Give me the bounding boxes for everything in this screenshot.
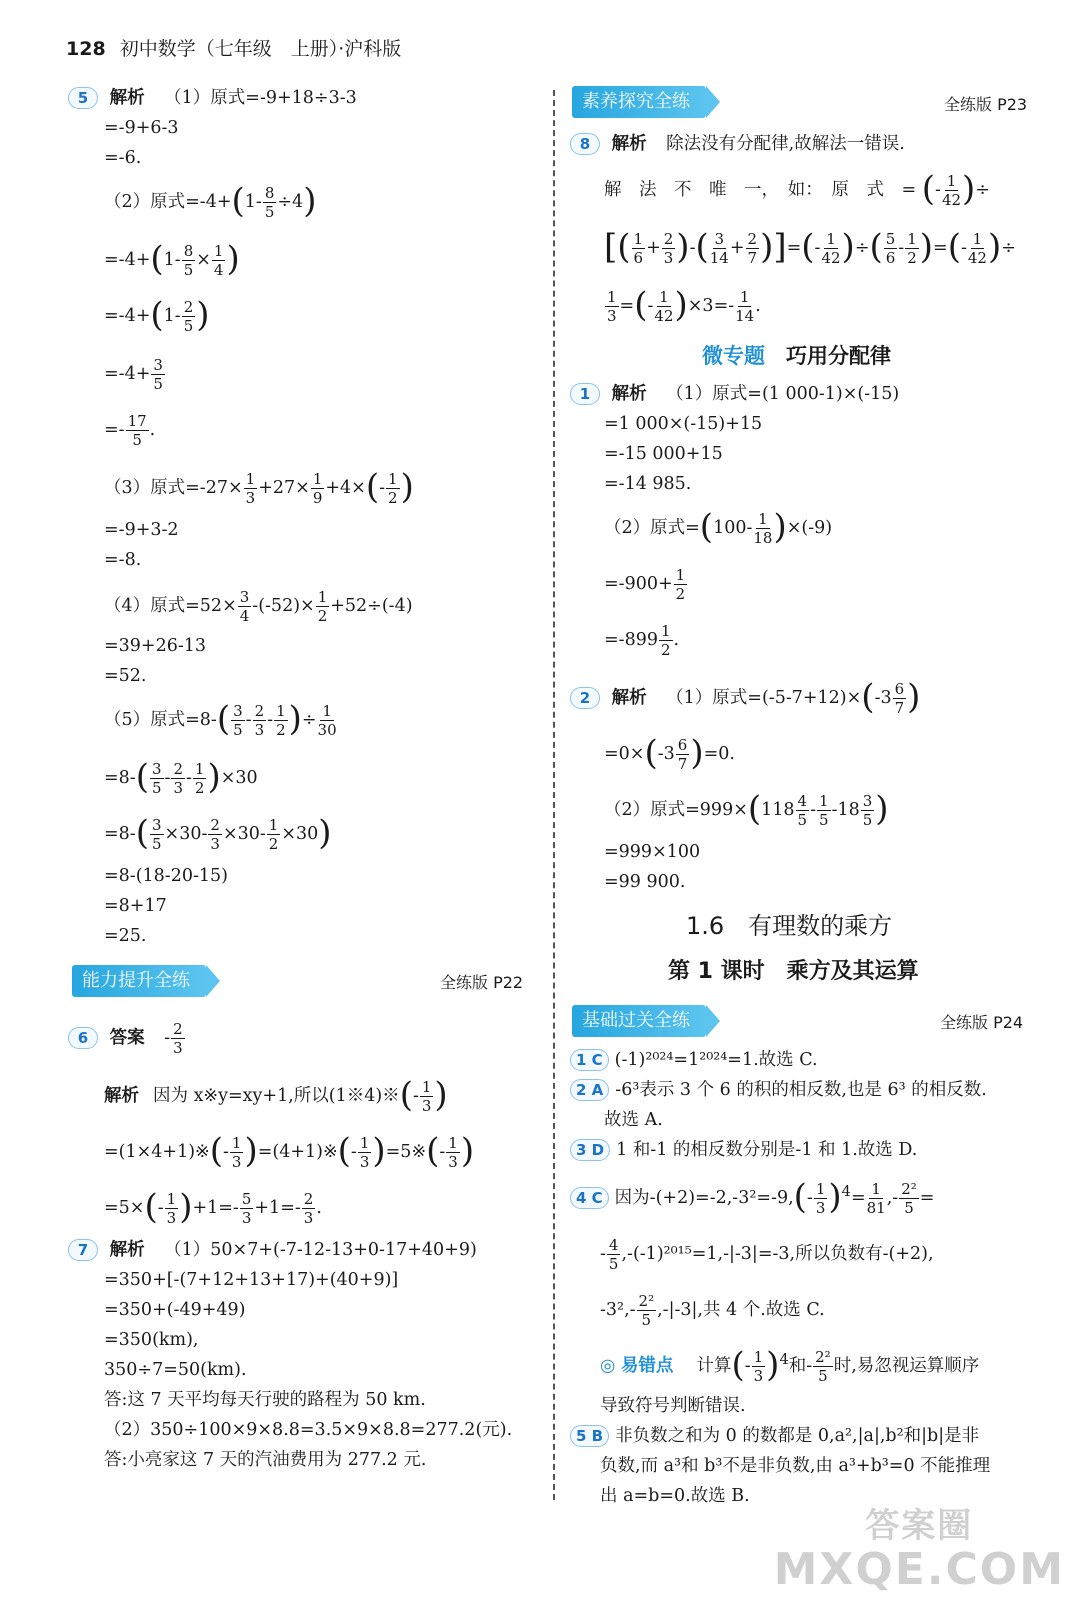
b4-line2: - $\frac{4}{5}$ ,-(-1)²⁰¹⁵=1,-|-3|=-3,所以负数有-(+2), xyxy=(600,1236,934,1273)
q8-line2: 解 法 不 唯 一， 如： 原 式 = (- $\frac{1}{42}$ )÷ xyxy=(604,168,990,209)
q5-p4-line1: （4）原式=52× $\frac{3}{4}$ -(-52)× $\frac{1}{2}$ +52÷(-4) xyxy=(104,588,413,625)
m1-line4: =-14 985. xyxy=(604,474,692,494)
q8-line1: 8 解析 除法没有分配律,故解法一错误. xyxy=(570,132,905,156)
q5-p5-line4: =8-(18-20-15) xyxy=(104,866,228,886)
b1: 1 C (-1)²⁰²⁴=1²⁰²⁴=1.故选 C. xyxy=(570,1048,818,1072)
section-title: 1.6 有理数的乘方 xyxy=(686,912,893,940)
b5-line3: 出 a=b=0.故选 B. xyxy=(600,1486,750,1506)
q5-p2-line1: （2）原式=-4+(1- $\frac{8}{5}$ ÷4) xyxy=(104,180,317,221)
q6-answer: 6 答案 - $\frac{2}{3}$ xyxy=(68,1020,186,1057)
m2-line2: =0×(-3 $\frac{6}{7}$ )=0. xyxy=(604,732,735,773)
q5-line2: =-9+6-3 xyxy=(104,118,179,138)
q5-p5-line2: =8-( $\frac{3}{5}$ - $\frac{2}{3}$ - $\frac{1}{2}$ )×30 xyxy=(104,756,258,797)
b4-line1: 4 C 因为-(+2)=-2,-3²=-9,(- $\frac{1}{3}$ )$^4$= $\frac{1}{81}$ ,- $\frac{\text{2²}}{5}$ = xyxy=(570,1180,934,1217)
ability-page-ref: 全练版 P22 xyxy=(440,973,524,992)
b3: 3 D 1 和-1 的相反数分别是-1 和 1.故选 D. xyxy=(570,1138,917,1162)
q6-line1: 解析 因为 x※y=xy+1,所以(1※4)※(- $\frac{1}{3}$ ) xyxy=(104,1074,448,1115)
column-divider xyxy=(553,90,555,1500)
q6-line2: =(1×4+1)※(- $\frac{1}{3}$ )=(4+1)※(- $\frac{1}{3}$ )=5※(- $\frac{1}{3}$ ) xyxy=(104,1130,475,1171)
q5-p5-line1: （5）原式=8-( $\frac{3}{5}$ - $\frac{2}{3}$ - $\frac{1}{2}$ )÷ $\frac{1}{30}$ xyxy=(104,698,337,739)
q5-p5-line6: =25. xyxy=(104,926,147,946)
literacy-banner: 素养探究全练 xyxy=(572,86,706,118)
basic-banner: 基础过关全练 xyxy=(572,1005,706,1037)
q7-line4: =350(km), xyxy=(104,1330,199,1350)
q5-p4-line3: =52. xyxy=(104,666,147,686)
q8-line3: [( $\frac{1}{6}$ + $\frac{2}{3}$ )-( $\frac{3}{14}$ + $\frac{2}{7}$ )]=(- $\frac{1}{42}$ )÷( $\frac{5}{6}$ - $\frac{1}{2}$ )=(- $\frac{1}{42}$ )÷ xyxy=(604,226,1016,267)
q5-p5-line3: =8-( $\frac{3}{5}$ ×30- $\frac{2}{3}$ ×30- $\frac{1}{2}$ ×30) xyxy=(104,812,332,853)
basic-page-ref: 全练版 P24 xyxy=(940,1013,1024,1032)
q5-p2-line4: =-4+ $\frac{3}{5}$ xyxy=(104,356,163,393)
q7-line8: 答:小亮家这 7 天的汽油费用为 277.2 元. xyxy=(104,1450,427,1470)
q5-p2-line3: =-4+(1- $\frac{2}{5}$ ) xyxy=(104,294,210,335)
q7-line6: 答:这 7 天平均每天行驶的路程为 50 km. xyxy=(104,1390,426,1410)
m2-line5: =99 900. xyxy=(604,872,686,892)
q7-line5: 350÷7=50(km). xyxy=(104,1360,247,1380)
m1-line2: =1 000×(-15)+15 xyxy=(604,414,763,434)
q7-line7: （2）350÷100×9×8.8=3.5×9×8.8=277.2(元). xyxy=(104,1420,513,1440)
q5-p4-line2: =39+26-13 xyxy=(104,636,207,656)
m1-line3: =-15 000+15 xyxy=(604,444,723,464)
q5-p3-line2: =-9+3-2 xyxy=(104,520,179,540)
micro-topic: 微专题 巧用分配律 xyxy=(702,344,891,368)
q5-p2-line5: =- $\frac{17}{5}$ . xyxy=(104,412,156,449)
page-number: 128 xyxy=(66,38,106,60)
q7-line1: 7 解析 （1）50×7+(-7-12-13+0-17+40+9) xyxy=(68,1238,477,1262)
q6-line3: =5×(- $\frac{1}{3}$ )+1=- $\frac{5}{3}$ +1=- $\frac{2}{3}$ . xyxy=(104,1186,322,1227)
q5-p5-line5: =8+17 xyxy=(104,896,167,916)
q8-line4: $\frac{1}{3}$ =(- $\frac{1}{42}$ )×3=- $\frac{1}{14}$ . xyxy=(607,284,761,325)
b2: 2 A -6³表示 3 个 6 的积的相反数,也是 6³ 的相反数. xyxy=(570,1078,987,1102)
b5-line2: 负数,而 a³和 b³不是非负数,由 a³+b³=0 不能推理 xyxy=(600,1456,991,1476)
tip-line1: ◎ 易错点 计算(- $\frac{1}{3}$ )$^4$和- $\frac{\text{2²}}{5}$ 时,易忽视运算顺序 xyxy=(600,1344,980,1385)
m2-line1: 2 解析 （1）原式=(-5-7+12)×(-3 $\frac{6}{7}$ ) xyxy=(570,680,920,717)
m1-line1: 1 解析 （1）原式=(1 000-1)×(-15) xyxy=(570,382,899,406)
watermark: 答案圈 MXQE.COM xyxy=(773,1506,1065,1595)
book-title: 初中数学（七年级 上册）·沪科版 xyxy=(119,38,402,60)
page-header xyxy=(66,34,401,61)
tip-icon: ◎ xyxy=(600,1356,616,1376)
q5-line3: =-6. xyxy=(104,148,142,168)
q5-line1: 5 解析 （1）原式=-9+18÷3-3 xyxy=(68,86,357,110)
b5-line1: 5 B 非负数之和为 0 的数都是 0,a²,|a|,b²和|b|是非 xyxy=(570,1424,979,1448)
tip-line2: 导致符号判断错误. xyxy=(600,1396,746,1416)
m2-line4: =999×100 xyxy=(604,842,701,862)
ability-banner: 能力提升全练 xyxy=(72,965,206,997)
q7-line3: =350+(-49+49) xyxy=(104,1300,246,1320)
q7-line2: =350+[-(7+12+13+17)+(40+9)] xyxy=(104,1270,399,1290)
q5-p3-line1: （3）原式=-27× $\frac{1}{3}$ +27× $\frac{1}{9}$ +4×(- $\frac{1}{2}$ ) xyxy=(104,466,414,507)
lesson-title: 第 1 课时 乘方及其运算 xyxy=(668,959,919,984)
q5-p2-line2: =-4+(1- $\frac{8}{5}$ × $\frac{1}{4}$ ) xyxy=(104,238,240,279)
q5-p3-line3: =-8. xyxy=(104,550,142,570)
b2-line2: 故选 A. xyxy=(604,1110,663,1130)
b4-line3: -3²,- $\frac{\text{2²}}{5}$ ,-|-3|,共 4 个.故选 C. xyxy=(600,1292,825,1329)
m2-line3: （2）原式=999×(118 $\frac{4}{5}$ - $\frac{1}{5}$ -18 $\frac{3}{5}$ ) xyxy=(604,788,889,829)
m1-line6: =-900+ $\frac{1}{2}$ xyxy=(604,566,686,603)
m1-line7: =-899 $\frac{1}{2}$ . xyxy=(604,622,680,659)
q5-number: 5 xyxy=(68,87,98,109)
literacy-page-ref: 全练版 P23 xyxy=(944,95,1028,114)
m1-line5: （2）原式=(100- $\frac{1}{18}$ )×(-9) xyxy=(604,506,833,547)
